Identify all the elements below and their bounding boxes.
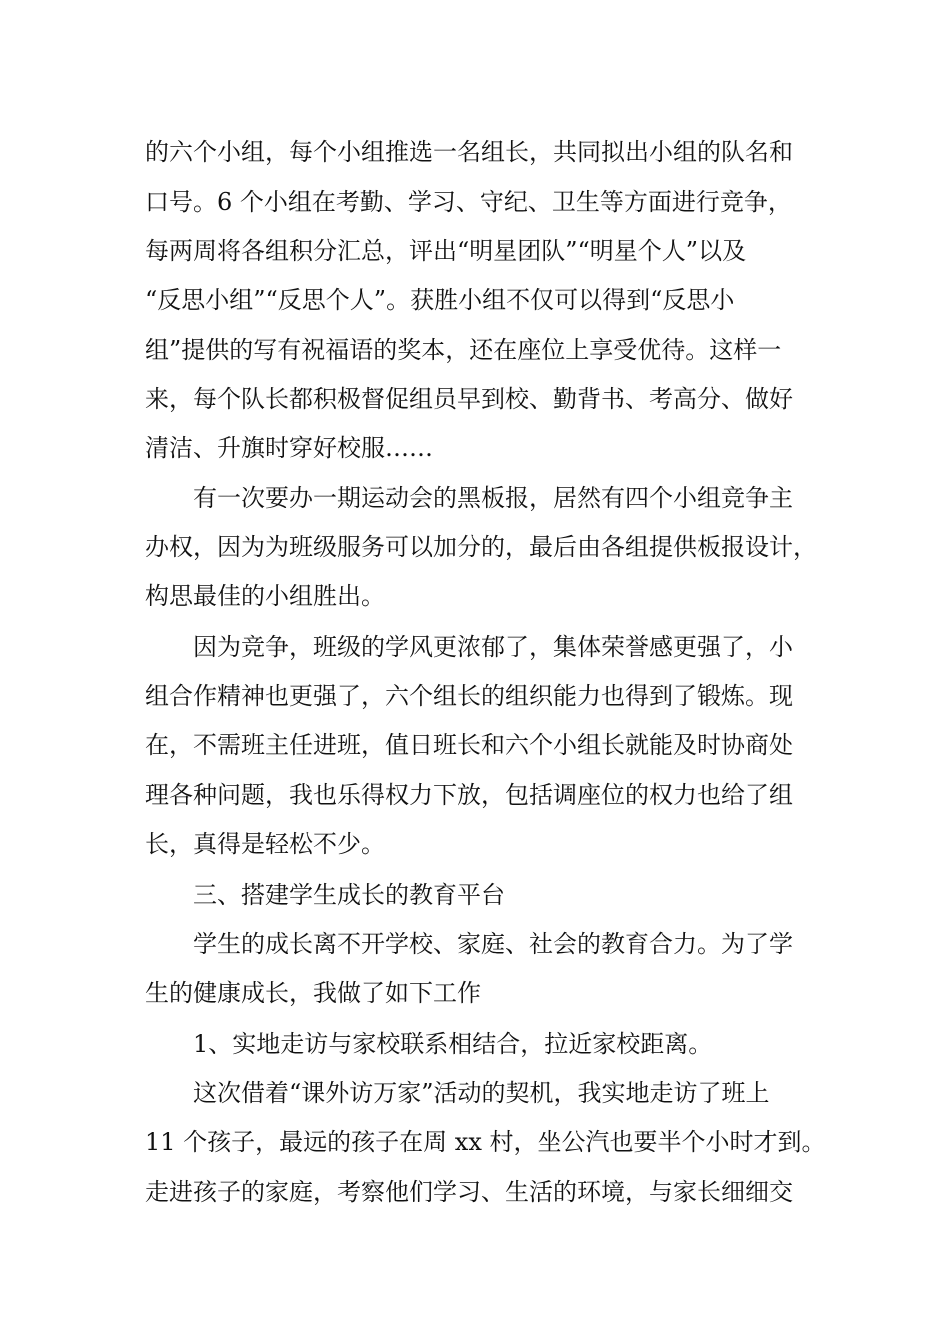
text-line: 每两周将各组积分汇总，评出“明星团队”“明星个人”以及 bbox=[145, 237, 747, 265]
text-line: 构思最佳的小组胜出。 bbox=[145, 582, 385, 610]
paragraph-start-line: 因为竞争，班级的学风更浓郁了，集体荣誉感更强了，小 bbox=[193, 633, 793, 661]
text-line: 生的健康成长，我做了如下工作 bbox=[145, 979, 481, 1007]
text-line: 来，每个队长都积极督促组员早到校、勤背书、考高分、做好 bbox=[145, 385, 793, 413]
text-line: 清洁、升旗时穿好校服…… bbox=[145, 434, 433, 462]
text-line: 组合作精神也更强了，六个组长的组织能力也得到了锻炼。现 bbox=[145, 682, 793, 710]
text-line: 组”提供的写有祝福语的奖本，还在座位上享受优待。这样一 bbox=[145, 336, 782, 364]
text-line: 11 个孩子，最远的孩子在周 xx 村，坐公汽也要半个小时才到。 bbox=[145, 1128, 826, 1156]
text-line: 口号。6 个小组在考勤、学习、守纪、卫生等方面进行竞争， bbox=[145, 188, 792, 216]
text-line: 在，不需班主任进班，值日班长和六个小组长就能及时协商处 bbox=[145, 731, 793, 759]
text-line: “反思小组”“反思个人”。获胜小组不仅可以得到“反思小 bbox=[145, 286, 735, 314]
text-line: 的六个小组，每个小组推选一名组长，共同拟出小组的队名和 bbox=[145, 138, 793, 166]
text-line: 走进孩子的家庭，考察他们学习、生活的环境，与家长细细交 bbox=[145, 1178, 793, 1206]
paragraph-start-line: 有一次要办一期运动会的黑板报，居然有四个小组竞争主 bbox=[193, 484, 793, 512]
subsection-heading: 1、实地走访与家校联系相结合，拉近家校距离。 bbox=[193, 1030, 713, 1058]
text-line: 理各种问题，我也乐得权力下放，包括调座位的权力也给了组 bbox=[145, 781, 793, 809]
paragraph-start-line: 这次借着“课外访万家”活动的契机，我实地走访了班上 bbox=[193, 1079, 770, 1107]
paragraph-start-line: 学生的成长离不开学校、家庭、社会的教育合力。为了学 bbox=[193, 930, 793, 958]
section-heading: 三、搭建学生成长的教育平台 bbox=[193, 881, 505, 909]
text-line: 办权，因为为班级服务可以加分的，最后由各组提供板报设计， bbox=[145, 533, 817, 561]
text-line: 长，真得是轻松不少。 bbox=[145, 830, 385, 858]
